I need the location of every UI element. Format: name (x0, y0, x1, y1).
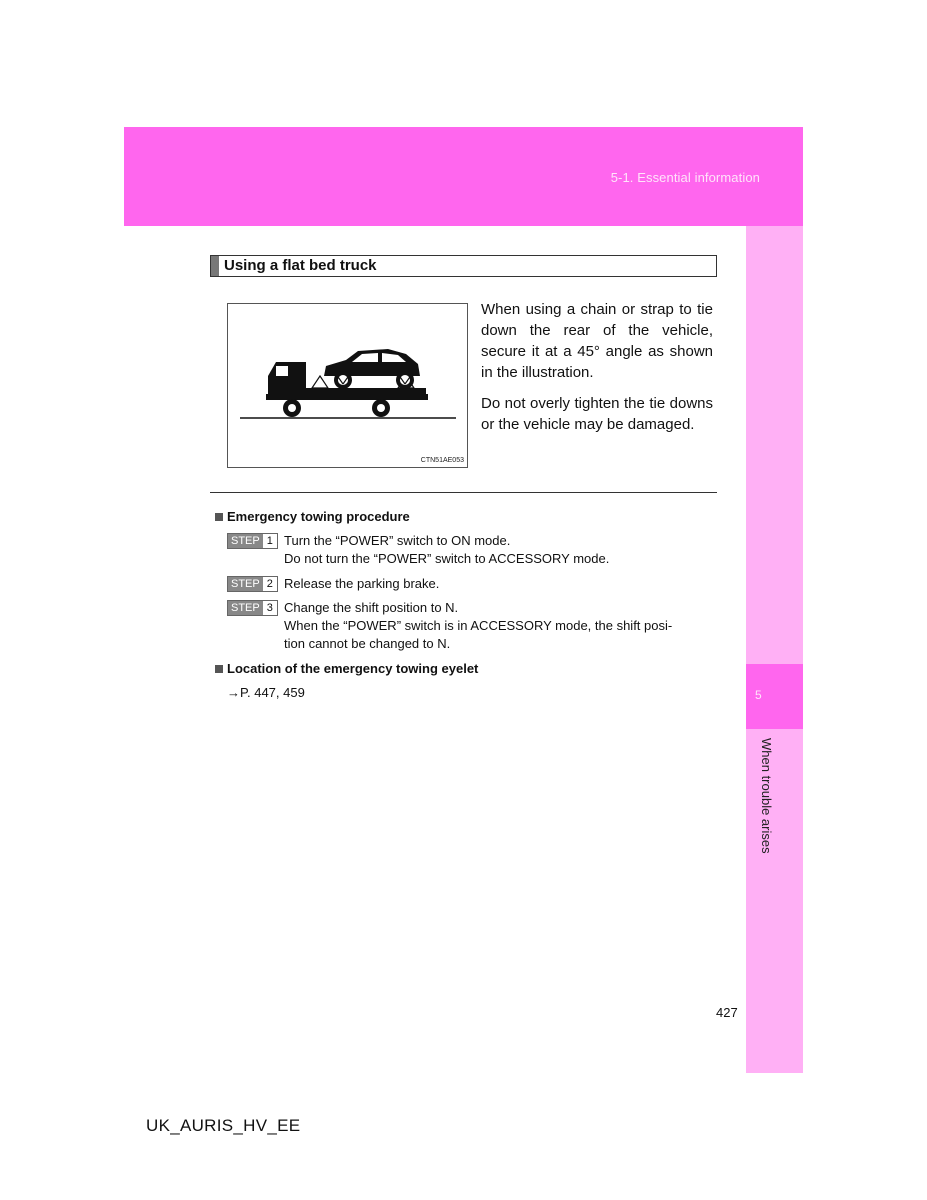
page-number: 427 (716, 1005, 738, 1020)
step-item (227, 575, 717, 593)
intro-text (481, 299, 713, 445)
step-line: tion cannot be changed to N. (284, 636, 451, 651)
step-line: Release the parking brake. (284, 576, 440, 591)
step-badge-number: 1 (263, 534, 277, 548)
step-item (227, 532, 717, 568)
bullet-square-icon (215, 513, 223, 521)
step-text (284, 575, 717, 593)
step-badge-label: STEP (228, 534, 263, 548)
section-heading-text: Using a flat bed truck (224, 257, 377, 274)
step-line: When the “POWER” switch is in ACCESSORY mode, the shift posi- (284, 618, 673, 633)
step-badge-number: 3 (263, 601, 277, 615)
emergency-towing-heading-text: Emergency towing procedure (227, 509, 410, 524)
step-badge (227, 600, 278, 616)
flatbed-truck-icon (228, 304, 467, 467)
side-thumb-tab (746, 226, 803, 1073)
chapter-section-title: 5-1. Essential information (610, 170, 760, 185)
section-divider (210, 492, 717, 493)
step-line: Turn the “POWER” switch to ON mode. (284, 533, 511, 548)
step-badge-label: STEP (228, 577, 263, 591)
bullet-square-icon (215, 665, 223, 673)
section-heading (210, 255, 717, 277)
step-badge (227, 533, 278, 549)
illustration-box (227, 303, 468, 468)
intro-paragraph-1: When using a chain or strap to tie down the rear of the vehicle, secure it at a 45° angle as shown in the illustration. (481, 301, 713, 381)
towing-eyelet-heading (215, 661, 478, 676)
section-heading-bar (211, 256, 219, 276)
step-badge-number: 2 (263, 577, 277, 591)
step-text (284, 599, 717, 653)
step-badge (227, 576, 278, 592)
chapter-label: When trouble arises (759, 738, 774, 854)
page-reference-link[interactable]: →P. 447, 459 (227, 685, 305, 700)
intro-paragraph-2: Do not overly tighten the tie downs or the vehicle may be damaged. (481, 395, 713, 433)
step-line: Do not turn the “POWER” switch to ACCESSORY mode. (284, 551, 610, 566)
step-item (227, 599, 717, 653)
towing-eyelet-heading-text: Location of the emergency towing eyelet (227, 661, 479, 676)
emergency-towing-heading (215, 509, 410, 524)
chapter-number: 5 (755, 688, 762, 702)
footer-code: UK_AURIS_HV_EE (146, 1116, 301, 1135)
step-badge-label: STEP (228, 601, 263, 615)
side-chapter-marker[interactable] (746, 664, 803, 729)
step-text (284, 532, 717, 568)
illustration-code: CTN51AE053 (420, 457, 464, 464)
step-line: Change the shift position to N. (284, 600, 459, 615)
header-band (124, 127, 803, 226)
